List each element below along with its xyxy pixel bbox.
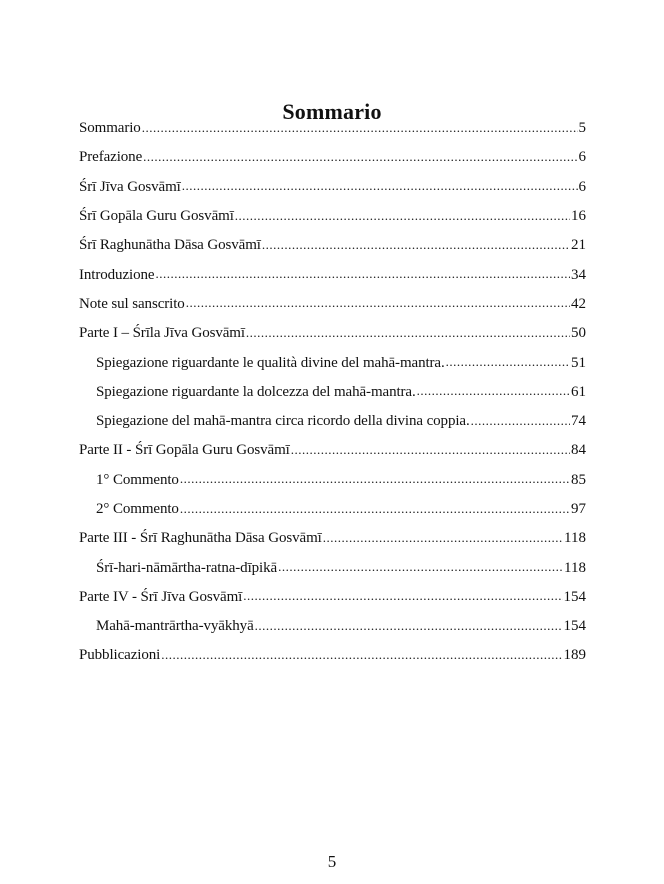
toc-entry-label: Spiegazione riguardante le qualità divine del mahā-mantra. xyxy=(96,354,445,371)
toc-entry-label: 1° Commento xyxy=(96,471,179,488)
toc-entry[interactable] xyxy=(79,319,586,348)
toc-entry-page: 6 xyxy=(578,149,586,166)
dot-leader xyxy=(143,149,577,165)
dot-leader xyxy=(180,501,570,517)
toc-entry[interactable] xyxy=(79,641,586,670)
dot-leader xyxy=(180,471,570,487)
page-title: Sommario xyxy=(282,98,382,124)
toc-entry-page: 51 xyxy=(571,354,586,371)
dot-leader xyxy=(243,588,562,604)
toc-entry-label: Parte IV - Śrī Jīva Gosvāmī xyxy=(79,588,243,605)
toc-entry-label: Parte I – Śrīla Jīva Gosvāmī xyxy=(79,325,245,342)
toc-entry[interactable] xyxy=(79,407,586,436)
toc-entry-page: 34 xyxy=(571,266,586,283)
dot-leader xyxy=(291,442,570,458)
dot-leader xyxy=(255,618,563,634)
toc-entry-label: Parte III - Śrī Raghunātha Dāsa Gosvāmī xyxy=(79,530,322,547)
toc-entry-page: 97 xyxy=(571,501,586,517)
dot-leader xyxy=(471,413,570,429)
toc-entry-page: 154 xyxy=(563,618,586,635)
toc-entry[interactable] xyxy=(79,231,586,260)
toc-entry-page: 61 xyxy=(571,383,586,400)
table-of-contents xyxy=(79,114,586,671)
toc-entry[interactable] xyxy=(79,290,586,319)
toc-entry-page: 42 xyxy=(571,295,586,312)
toc-entry[interactable] xyxy=(79,495,586,524)
toc-entry-page: 74 xyxy=(571,413,586,430)
toc-entry-label: Śrī Gopāla Guru Gosvāmī xyxy=(79,208,234,225)
dot-leader xyxy=(323,530,563,546)
toc-entry-page: 85 xyxy=(571,471,586,488)
toc-entry-label: 2° Commento xyxy=(96,501,179,517)
toc-entry[interactable] xyxy=(79,173,586,202)
toc-entry-label: Pubblicazioni xyxy=(79,647,161,664)
dot-leader xyxy=(186,295,570,311)
toc-entry-page: 154 xyxy=(563,588,586,605)
toc-entry[interactable] xyxy=(79,260,586,289)
toc-entry-label: Parte II - Śrī Gopāla Guru Gosvāmī xyxy=(79,442,290,459)
toc-entry-label: Introduzione xyxy=(79,266,155,283)
page-number: 5 xyxy=(327,852,337,871)
toc-entry-label: Note sul sanscrito xyxy=(79,295,185,312)
toc-entry-label: Spiegazione del mahā-mantra circa ricordo della divina coppia. xyxy=(96,413,470,430)
toc-entry-label: Mahā-mantrārtha-vyākhyā xyxy=(96,618,254,635)
toc-entry[interactable] xyxy=(79,553,586,582)
toc-entry[interactable] xyxy=(79,202,586,231)
toc-entry-label: Sommario xyxy=(79,120,141,137)
dot-leader xyxy=(417,383,570,399)
toc-entry[interactable] xyxy=(79,612,586,641)
dot-leader xyxy=(182,178,578,194)
toc-entry-page: 5 xyxy=(578,120,586,137)
toc-entry-label: Prefazione xyxy=(79,149,143,166)
toc-entry-page: 84 xyxy=(571,442,586,459)
toc-entry[interactable] xyxy=(79,348,586,377)
toc-entry[interactable] xyxy=(79,114,586,143)
dot-leader xyxy=(246,325,570,341)
toc-entry-page: 6 xyxy=(578,178,586,195)
toc-entry[interactable] xyxy=(79,524,586,553)
toc-entry-page: 118 xyxy=(564,530,586,547)
toc-entry-page: 50 xyxy=(571,325,586,342)
dot-leader xyxy=(262,237,570,253)
toc-entry-page: 118 xyxy=(564,559,586,576)
dot-leader xyxy=(446,354,570,370)
toc-entry-label: Spiegazione riguardante la dolcezza del mahā-mantra. xyxy=(96,383,416,400)
toc-entry[interactable] xyxy=(79,378,586,407)
dot-leader xyxy=(235,208,570,224)
toc-entry[interactable] xyxy=(79,583,586,612)
dot-leader xyxy=(161,647,562,663)
toc-entry-label: Śrī Jīva Gosvāmī xyxy=(79,178,181,195)
toc-entry-label: Śrī-hari-nāmārtha-ratna-dīpikā xyxy=(96,559,278,576)
dot-leader xyxy=(155,266,570,282)
toc-entry-page: 21 xyxy=(571,237,586,254)
toc-entry-page: 189 xyxy=(563,647,586,664)
toc-entry[interactable] xyxy=(79,436,586,465)
dot-leader xyxy=(142,120,578,136)
toc-entry-label: Śrī Raghunātha Dāsa Gosvāmī xyxy=(79,237,261,254)
toc-entry[interactable] xyxy=(79,466,586,495)
dot-leader xyxy=(278,559,563,575)
toc-entry-page: 16 xyxy=(571,208,586,225)
toc-entry[interactable] xyxy=(79,143,586,172)
